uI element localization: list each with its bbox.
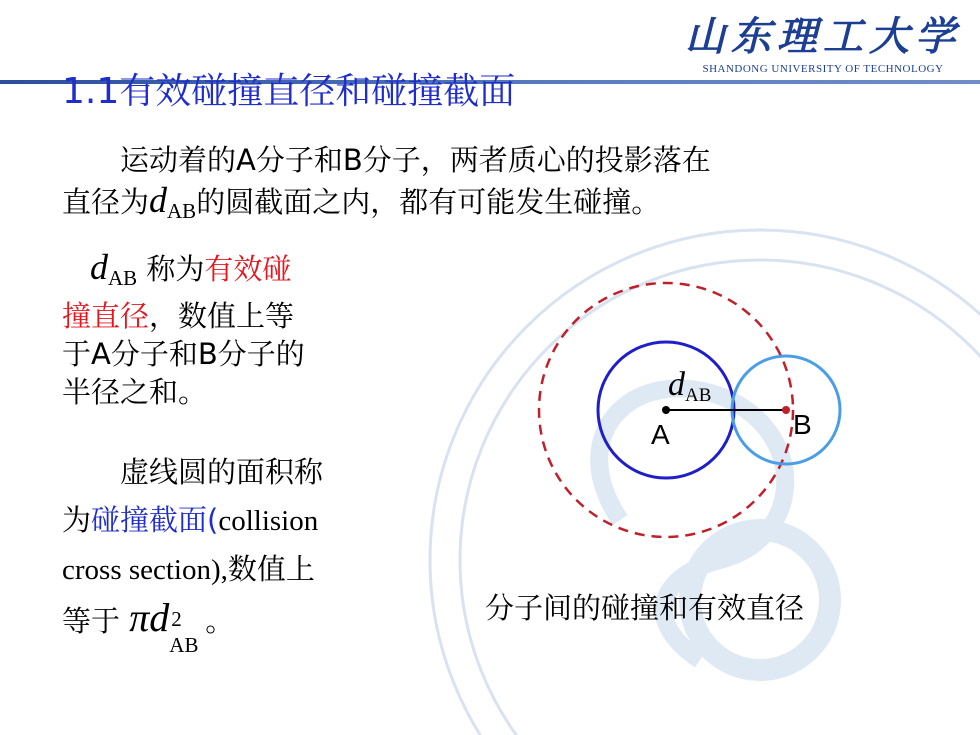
para3-line-1: 虚线圆的面积称 <box>120 455 324 489</box>
diameter-label <box>668 366 711 407</box>
d-symbol: d <box>90 247 108 287</box>
term-collision-diameter: 撞直径 <box>62 299 150 333</box>
ab-subscript: AB <box>108 266 138 290</box>
pi-d-symbol: πd <box>129 595 170 640</box>
para2-line-3: 于A分子和B分子的 <box>62 337 305 371</box>
term-effective-collision: 有效碰 <box>204 252 292 286</box>
ab-subscript: AB <box>685 385 712 406</box>
intro-line-2-after: 的圆截面之内，都有可能发生碰撞。 <box>196 185 661 219</box>
diagram-caption: 分子间的碰撞和有效直径 <box>485 591 805 625</box>
label-a: A <box>651 419 670 450</box>
english-term-2: cross section), <box>62 554 228 586</box>
ab-subscript: AB <box>167 199 197 223</box>
para3-text: 数值上 <box>227 552 315 586</box>
superscript-2: 2 <box>171 607 182 631</box>
center-a-dot <box>662 406 670 414</box>
para3-prefix: 为 <box>62 503 92 537</box>
center-b-dot <box>782 406 790 414</box>
d-symbol: d <box>149 180 168 220</box>
para2-line-4: 半径之和。 <box>62 375 208 409</box>
logo-english: SHANDONG UNIVERSITY OF TECHNOLOGY <box>702 63 944 75</box>
term-collision-cross-section: 碰撞截面( <box>91 503 219 537</box>
slide-title: 1.1有效碰撞直径和碰撞截面 <box>62 71 516 112</box>
label-b: B <box>793 409 812 440</box>
para3-equals: 等于 <box>62 604 121 638</box>
logo-chinese: 山东理工大学 <box>685 13 961 60</box>
ab-subscript: AB <box>169 633 199 657</box>
para2-text: 称为 <box>146 252 205 286</box>
para2-text: ，数值上等 <box>149 299 295 333</box>
intro-line-1: 运动着的A分子和B分子，两者质心的投影落在 <box>120 143 711 177</box>
para3-period: 。 <box>205 604 235 638</box>
intro-line-2-before: 直径为 <box>62 185 150 219</box>
english-term-1: collision <box>218 505 319 537</box>
d-symbol: d <box>668 366 685 403</box>
